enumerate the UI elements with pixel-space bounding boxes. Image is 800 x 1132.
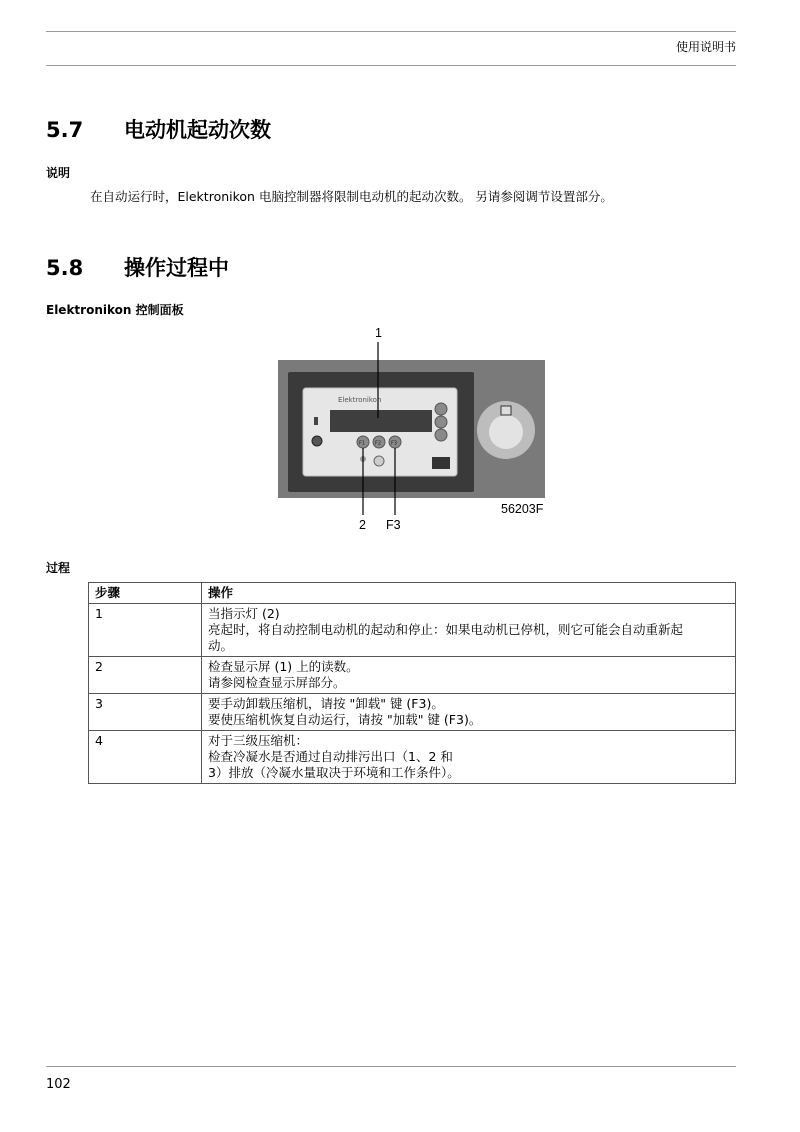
emergency-stop-center [489, 415, 523, 449]
table-row [89, 731, 736, 784]
section-number: 5.8 [46, 256, 84, 280]
action-line: 当指示灯 (2) [208, 606, 280, 621]
panel-subheading: Elektronikon 控制面板 [46, 303, 184, 317]
header-title: 使用说明书 [675, 40, 736, 54]
procedure-table [88, 582, 736, 784]
header-top-rule [46, 31, 736, 32]
status-icon [374, 456, 384, 466]
procedure-subheading: 过程 [46, 561, 71, 575]
section-number: 5.7 [46, 118, 84, 142]
step-number: 3 [89, 694, 202, 731]
step-action [202, 731, 736, 784]
step-action [202, 694, 736, 731]
table-row [89, 694, 736, 731]
key-f3-label: F3 [391, 440, 398, 447]
header-bottom-rule [46, 65, 736, 66]
table-row [89, 604, 736, 657]
action-line: 要手动卸载压缩机，请按 "卸载" 键 (F3)。 [208, 696, 444, 711]
enter-icon [435, 416, 447, 428]
action-line: 检查冷凝水是否通过自动排污出口（1、2 和 [208, 749, 453, 764]
action-line: 对于三级压缩机： [208, 733, 309, 748]
table-header-row [89, 583, 736, 604]
description-subheading: 说明 [46, 166, 71, 180]
action-line: 请参阅检查显示屏部分。 [208, 675, 346, 690]
action-line: 3）排放（冷凝水量取决于环境和工作条件）。 [208, 765, 460, 780]
step-number: 4 [89, 731, 202, 784]
step-number: 2 [89, 657, 202, 694]
control-panel-figure [270, 320, 570, 540]
action-line: 检查显示屏 (1) 上的读数。 [208, 659, 359, 674]
column-header-step: 步骤 [89, 583, 202, 604]
action-line: 动。 [208, 638, 234, 653]
step-number: 1 [89, 604, 202, 657]
warning-icon [501, 406, 511, 415]
action-line: 要使压缩机恢复自动运行，请按 "加载" 键 (F3)。 [208, 712, 482, 727]
section-5-7-heading [46, 114, 271, 144]
key-f2-label: F2 [375, 440, 382, 447]
callout-label-f3: F3 [386, 518, 401, 532]
step-action [202, 604, 736, 657]
brand-text: Elektronikon [338, 396, 382, 404]
table-row [89, 657, 736, 694]
arrow-down-icon [435, 429, 447, 441]
page-number: 102 [46, 1077, 71, 1092]
footer-rule [46, 1066, 736, 1067]
arrow-up-icon [435, 403, 447, 415]
figure-id: 56203F [501, 502, 544, 516]
description-text: 在自动运行时，Elektronikon 电脑控制器将限制电动机的起动次数。 另请参阅调节设置部分。 [90, 189, 613, 204]
callout-label-indicator: 2 [359, 518, 366, 532]
section-5-8-heading [46, 252, 229, 282]
logo-badge [432, 457, 450, 469]
indicator-icon [314, 417, 318, 425]
step-action [202, 657, 736, 694]
section-title: 电动机起动次数 [124, 118, 271, 142]
column-header-action: 操作 [202, 583, 736, 604]
callout-label-display: 1 [375, 326, 382, 340]
display-screen [330, 410, 432, 432]
action-line: 亮起时，将自动控制电动机的起动和停止：如果电动机已停机，则它可能会自动重新起 [208, 622, 684, 637]
section-title: 操作过程中 [124, 256, 229, 280]
key-f1-label: F1 [359, 440, 366, 447]
power-led-icon [312, 436, 322, 446]
